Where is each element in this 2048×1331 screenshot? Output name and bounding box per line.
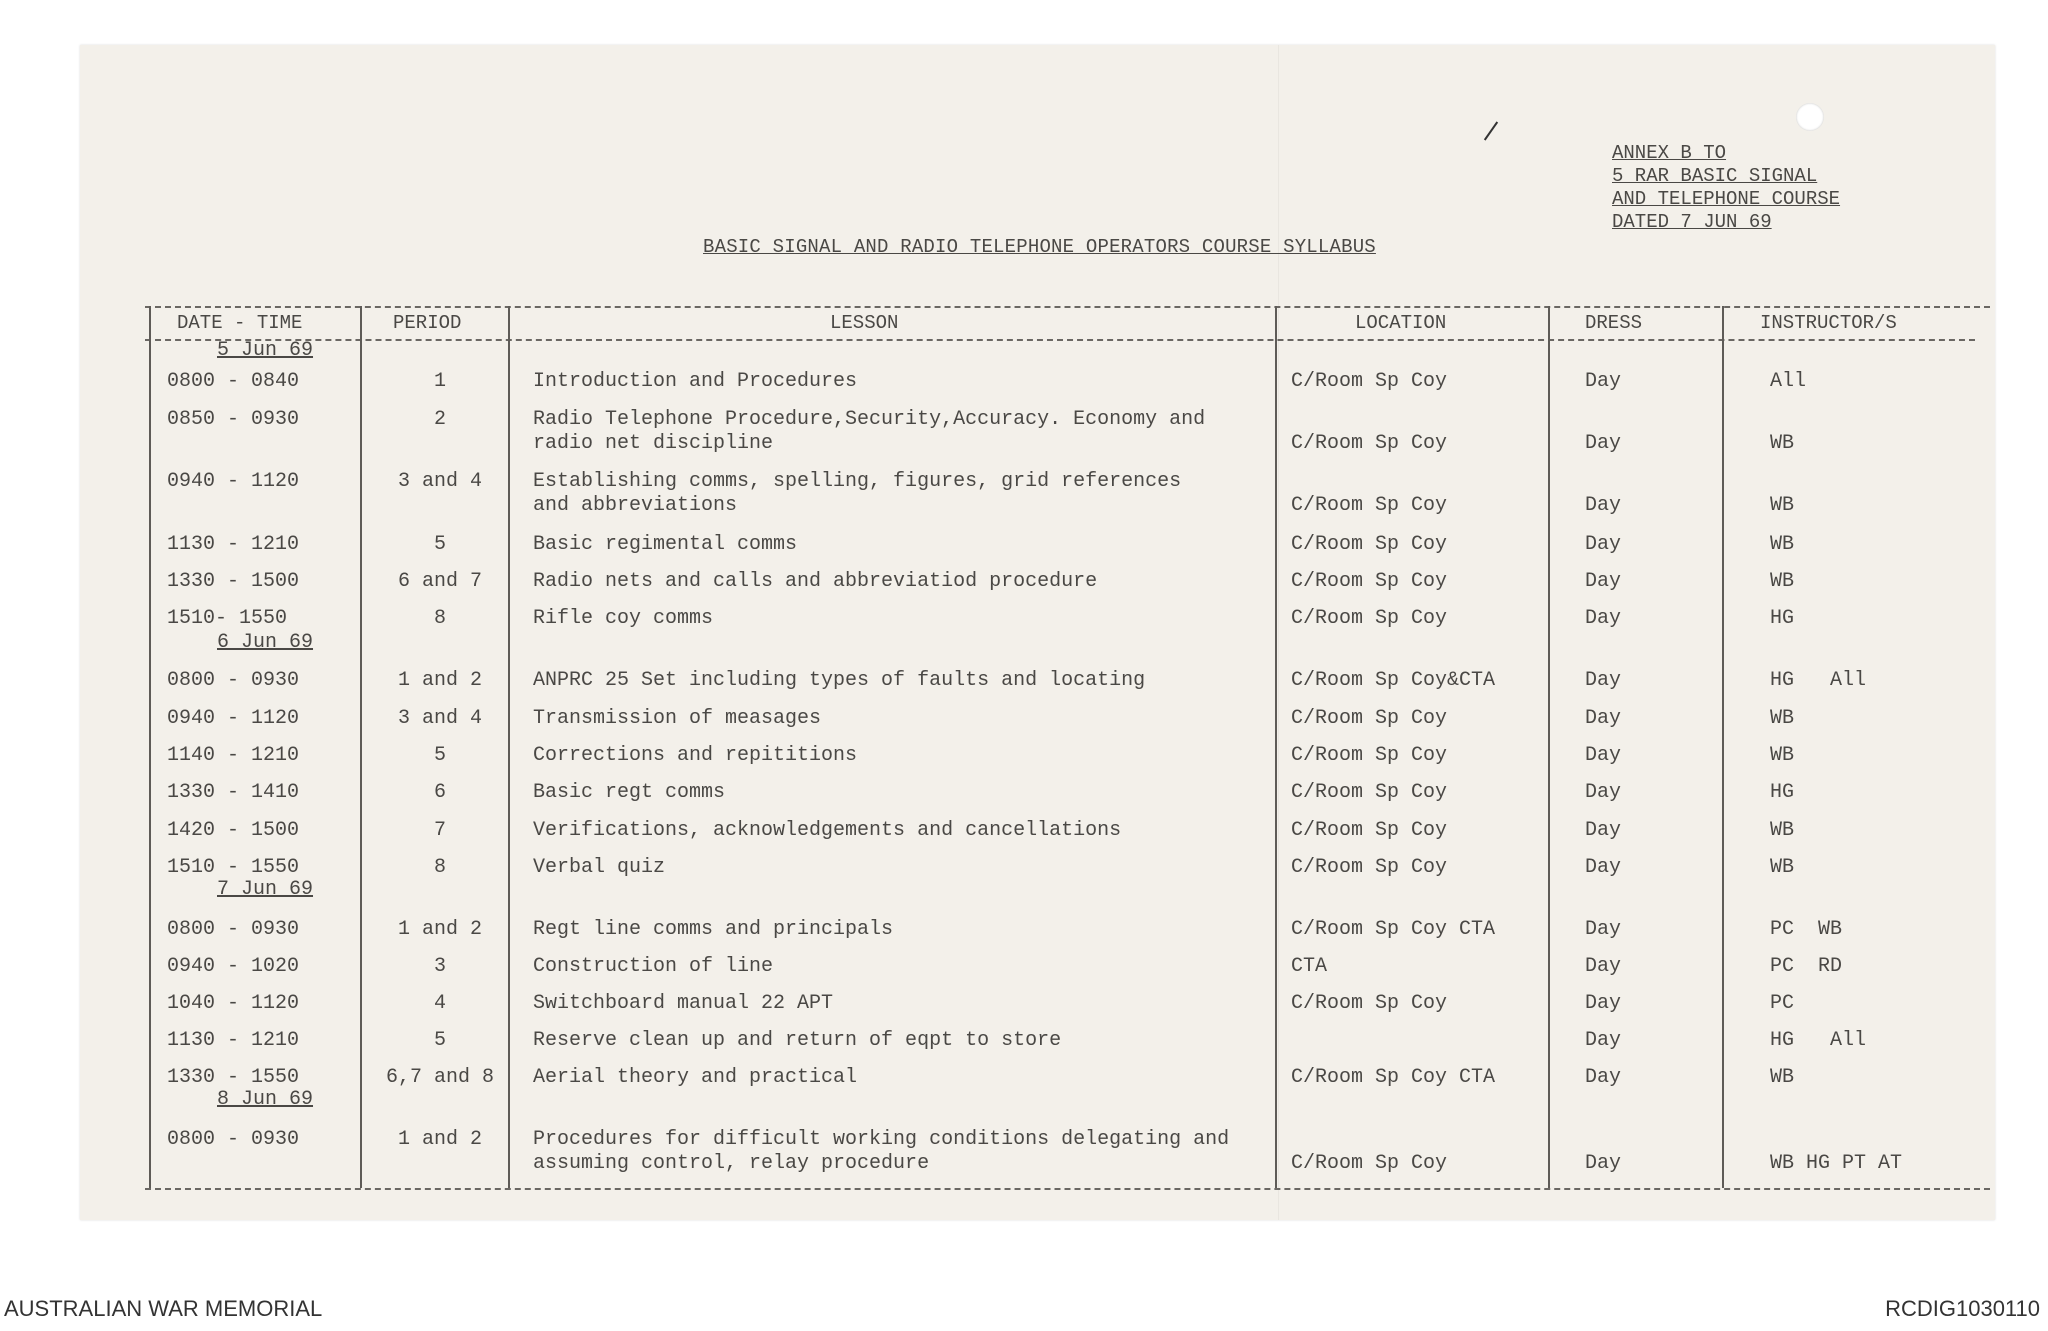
cell-location: C/Room Sp Coy xyxy=(1291,370,1448,393)
cell-dress: Day xyxy=(1585,494,1622,517)
cell-period: 6,7 and 8 xyxy=(385,1066,495,1089)
column-rule xyxy=(149,306,151,1188)
cell-time: 1130 - 1210 xyxy=(167,1029,300,1052)
cell-period: 6 and 7 xyxy=(397,570,482,593)
cell-lesson: Radio nets and calls and abbreviatiod procedure xyxy=(533,570,1098,593)
cell-lesson: Introduction and Procedures xyxy=(533,370,858,393)
cell-instructor: WB xyxy=(1770,1066,1795,1089)
syllabus-table xyxy=(145,306,1990,1191)
cell-lesson: Reserve clean up and return of eqpt to store xyxy=(533,1029,1062,1052)
cell-lesson: ANPRC 25 Set including types of faults and locating xyxy=(533,669,1146,692)
cell-instructor: WB xyxy=(1770,432,1795,455)
cell-lesson: Procedures for difficult working conditions delegating and assuming control, relay procedure xyxy=(533,1128,1230,1175)
header-location: LOCATION xyxy=(1355,312,1447,334)
cell-time: 1330 - 1410 xyxy=(167,781,300,804)
column-rule xyxy=(508,306,510,1188)
cell-instructor: PC WB xyxy=(1770,918,1843,941)
cell-time: 1510- 1550 xyxy=(167,607,288,630)
annex-line: 5 RAR BASIC SIGNAL xyxy=(1612,165,1818,187)
cell-period: 5 xyxy=(433,744,446,767)
cell-instructor: WB xyxy=(1770,819,1795,842)
cell-dress: Day xyxy=(1585,607,1622,630)
cell-lesson: Aerial theory and practical xyxy=(533,1066,858,1089)
cell-location: CTA xyxy=(1291,955,1328,978)
cell-time: 1330 - 1550 xyxy=(167,1066,300,1089)
cell-location: C/Room Sp Coy xyxy=(1291,607,1448,630)
annex-line: DATED 7 JUN 69 xyxy=(1612,211,1772,233)
cell-instructor: HG xyxy=(1770,781,1795,804)
cell-period: 2 xyxy=(433,408,446,431)
cell-period: 3 and 4 xyxy=(397,707,482,730)
cell-time: 0940 - 1020 xyxy=(167,955,300,978)
cell-instructor: WB xyxy=(1770,533,1795,556)
table-top-rule xyxy=(145,306,1990,308)
date-heading: 7 Jun 69 xyxy=(217,878,314,901)
cell-instructor: WB HG PT AT xyxy=(1770,1152,1903,1175)
table-header-rule xyxy=(145,339,1975,341)
table-bottom-rule xyxy=(145,1188,1990,1190)
cell-lesson: Corrections and repititions xyxy=(533,744,858,767)
annex-line: ANNEX B TO xyxy=(1612,142,1727,164)
date-heading: 8 Jun 69 xyxy=(217,1088,314,1111)
cell-dress: Day xyxy=(1585,1029,1622,1052)
cell-location: C/Room Sp Coy xyxy=(1291,781,1448,804)
cell-time: 1130 - 1210 xyxy=(167,533,300,556)
cell-period: 5 xyxy=(433,533,446,556)
cell-period: 3 xyxy=(433,955,446,978)
cell-lesson: Establishing comms, spelling, figures, grid references and abbreviations xyxy=(533,470,1182,517)
cell-lesson: Basic regimental comms xyxy=(533,533,798,556)
cell-dress: Day xyxy=(1585,1066,1622,1089)
cell-location: C/Room Sp Coy CTA xyxy=(1291,1066,1496,1089)
cell-lesson: Verifications, acknowledgements and cancellations xyxy=(533,819,1122,842)
cell-lesson: Construction of line xyxy=(533,955,774,978)
cell-location: C/Room Sp Coy xyxy=(1291,744,1448,767)
cell-instructor: All xyxy=(1770,370,1807,393)
cell-dress: Day xyxy=(1585,432,1622,455)
cell-lesson: Switchboard manual 22 APT xyxy=(533,992,834,1015)
cell-time: 1040 - 1120 xyxy=(167,992,300,1015)
document-title: BASIC SIGNAL AND RADIO TELEPHONE OPERATORS COURSE SYLLABUS xyxy=(703,236,1376,258)
cell-period: 5 xyxy=(433,1029,446,1052)
cell-location: C/Room Sp Coy CTA xyxy=(1291,918,1496,941)
cell-instructor: HG All xyxy=(1770,669,1867,692)
cell-lesson: Transmission of measages xyxy=(533,707,822,730)
cell-lesson: Verbal quiz xyxy=(533,856,666,879)
cell-dress: Day xyxy=(1585,992,1622,1015)
cell-location: C/Room Sp Coy xyxy=(1291,992,1448,1015)
cell-period: 4 xyxy=(433,992,446,1015)
cell-time: 0940 - 1120 xyxy=(167,707,300,730)
footer-credit: AUSTRALIAN WAR MEMORIAL xyxy=(4,1296,323,1321)
column-rule xyxy=(1275,306,1277,1188)
cell-dress: Day xyxy=(1585,570,1622,593)
cell-dress: Day xyxy=(1585,955,1622,978)
cell-instructor: HG All xyxy=(1770,1029,1867,1052)
cell-period: 3 and 4 xyxy=(397,470,482,493)
annex-line: AND TELEPHONE COURSE xyxy=(1612,188,1841,210)
cell-time: 0850 - 0930 xyxy=(167,408,300,431)
cell-location: C/Room Sp Coy xyxy=(1291,819,1448,842)
date-heading: 5 Jun 69 xyxy=(217,339,314,362)
cell-time: 1510 - 1550 xyxy=(167,856,300,879)
cell-time: 1420 - 1500 xyxy=(167,819,300,842)
column-rule xyxy=(360,306,362,1188)
cell-lesson: Radio Telephone Procedure,Security,Accuracy. Economy and radio net discipline xyxy=(533,408,1206,455)
cell-instructor: WB xyxy=(1770,856,1795,879)
cell-lesson: Regt line comms and principals xyxy=(533,918,894,941)
cell-time: 0940 - 1120 xyxy=(167,470,300,493)
cell-location: C/Room Sp Coy xyxy=(1291,856,1448,879)
header-dress: DRESS xyxy=(1585,312,1643,334)
cell-period: 1 and 2 xyxy=(397,918,482,941)
cell-location: C/Room Sp Coy xyxy=(1291,494,1448,517)
cell-dress: Day xyxy=(1585,669,1622,692)
header-instructor: INSTRUCTOR/S xyxy=(1760,312,1897,334)
cell-dress: Day xyxy=(1585,781,1622,804)
cell-dress: Day xyxy=(1585,533,1622,556)
annex-reference xyxy=(1612,142,1840,234)
cell-dress: Day xyxy=(1585,856,1622,879)
footer-id: RCDIG1030110 xyxy=(1885,1296,2040,1321)
cell-location: C/Room Sp Coy&CTA xyxy=(1291,669,1496,692)
cell-dress: Day xyxy=(1585,1152,1622,1175)
cell-instructor: WB xyxy=(1770,744,1795,767)
cell-instructor: WB xyxy=(1770,707,1795,730)
header-date-time: DATE - TIME xyxy=(177,312,303,334)
header-period: PERIOD xyxy=(393,312,462,334)
cell-lesson: Basic regt comms xyxy=(533,781,726,804)
cell-instructor: PC xyxy=(1770,992,1795,1015)
header-lesson: LESSON xyxy=(830,312,899,334)
cell-dress: Day xyxy=(1585,744,1622,767)
cell-dress: Day xyxy=(1585,819,1622,842)
cell-location: C/Room Sp Coy xyxy=(1291,432,1448,455)
cell-period: 1 and 2 xyxy=(397,669,482,692)
date-heading: 6 Jun 69 xyxy=(217,631,314,654)
cell-time: 1140 - 1210 xyxy=(167,744,300,767)
punch-hole xyxy=(1796,103,1824,131)
cell-instructor: WB xyxy=(1770,494,1795,517)
column-rule xyxy=(1548,306,1550,1188)
cell-location: C/Room Sp Coy xyxy=(1291,1152,1448,1175)
cell-period: 8 xyxy=(433,607,446,630)
column-rule xyxy=(1722,306,1724,1188)
cell-location: C/Room Sp Coy xyxy=(1291,533,1448,556)
cell-time: 0800 - 0930 xyxy=(167,918,300,941)
cell-time: 0800 - 0840 xyxy=(167,370,300,393)
cell-dress: Day xyxy=(1585,707,1622,730)
cell-dress: Day xyxy=(1585,370,1622,393)
cell-instructor: WB xyxy=(1770,570,1795,593)
cell-period: 6 xyxy=(433,781,446,804)
cell-period: 7 xyxy=(433,819,446,842)
cell-time: 1330 - 1500 xyxy=(167,570,300,593)
cell-time: 0800 - 0930 xyxy=(167,1128,300,1151)
cell-dress: Day xyxy=(1585,918,1622,941)
cell-period: 8 xyxy=(433,856,446,879)
cell-lesson: Rifle coy comms xyxy=(533,607,714,630)
cell-location: C/Room Sp Coy xyxy=(1291,707,1448,730)
cell-instructor: PC RD xyxy=(1770,955,1843,978)
cell-period: 1 xyxy=(433,370,446,393)
cell-time: 0800 - 0930 xyxy=(167,669,300,692)
cell-location: C/Room Sp Coy xyxy=(1291,570,1448,593)
cell-period: 1 and 2 xyxy=(397,1128,482,1151)
cell-instructor: HG xyxy=(1770,607,1795,630)
